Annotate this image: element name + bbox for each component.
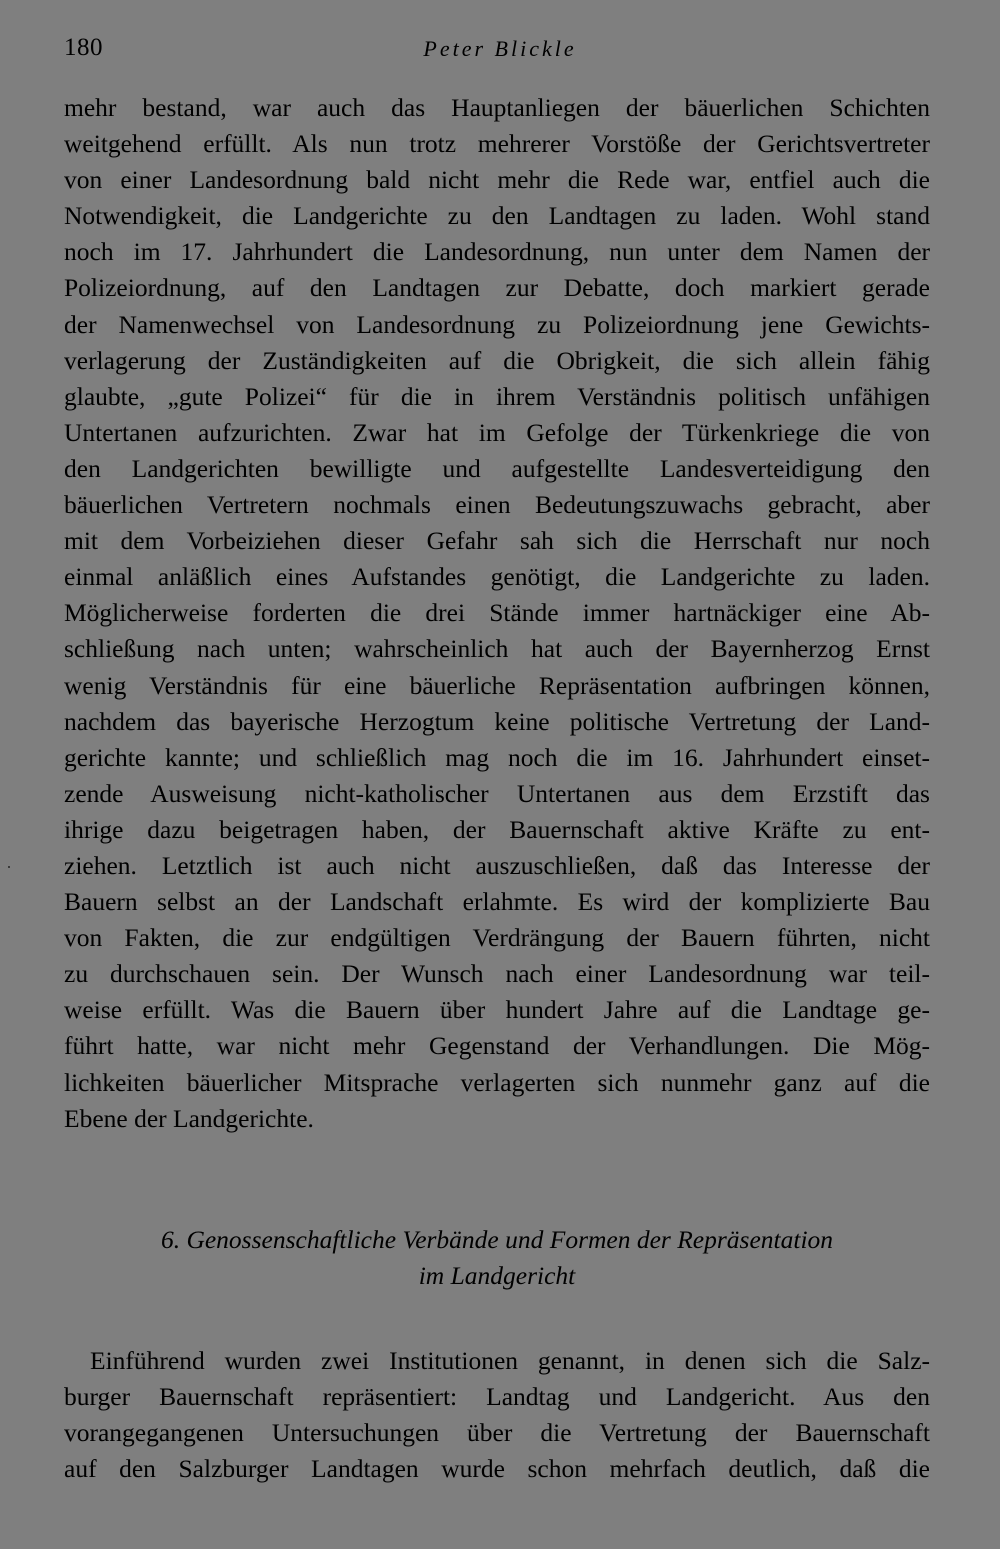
text-line: weitgehend erfüllt. Als nun trotz mehrerer Vorstöße der Gerichtsvertreter <box>64 129 930 159</box>
text-line: zu durchschauen sein. Der Wunsch nach einer Landesordnung war teil- <box>64 959 930 989</box>
text-line: ihrige dazu beigetragen haben, der Bauernschaft aktive Kräfte zu ent- <box>64 814 930 844</box>
text-line: glaubte, „gute Polizei“ für die in ihrem Verständnis politisch unfähigen <box>64 381 930 411</box>
text-line: einmal anläßlich eines Aufstandes genötigt, die Landgerichte zu laden. <box>64 562 930 592</box>
text-line: von einer Landesordnung bald nicht mehr die Rede war, entfiel auch die <box>64 165 930 195</box>
text-line: Einführend wurden zwei Institutionen genannt, in denen sich die Salz- <box>90 1346 930 1375</box>
text-line: nachdem das bayerische Herzogtum keine politische Vertretung der Land- <box>64 706 930 736</box>
text-line: führt hatte, war nicht mehr Gegenstand der Verhandlungen. Die Mög- <box>64 1031 930 1061</box>
text-line: lichkeiten bäuerlicher Mitsprache verlagerten sich nunmehr ganz auf die <box>64 1067 930 1097</box>
text-line: Untertanen aufzurichten. Zwar hat im Gefolge der Türkenkriege die von <box>64 417 930 447</box>
section-heading-line: im Landgericht <box>418 1261 576 1290</box>
text-line: gerichte kannte; und schließlich mag noch die im 16. Jahrhundert einset- <box>64 742 930 772</box>
page-number: 180 <box>64 34 103 61</box>
text-line: weise erfüllt. Was die Bauern über hundert Jahre auf die Landtage ge- <box>64 995 930 1025</box>
text-line: Ebene der Landgerichte. <box>64 1103 314 1133</box>
text-line: auf den Salzburger Landtagen wurde schon mehrfach deutlich, daß die <box>64 1454 930 1484</box>
text-line: Bauern selbst an der Landschaft erlahmte. Es wird der komplizierte Bau <box>64 887 930 917</box>
text-line: mit dem Vorbeiziehen dieser Gefahr sah sich die Herrschaft nur noch <box>64 526 930 556</box>
text-line: bäuerlichen Vertretern nochmals einen Bedeutungszuwachs gebracht, aber <box>64 490 930 520</box>
section-heading <box>64 1222 930 1294</box>
text-line: Notwendigkeit, die Landgerichte zu den Landtagen zu laden. Wohl stand <box>64 201 930 231</box>
text-line: burger Bauernschaft repräsentiert: Landtag und Landgericht. Aus den <box>64 1382 930 1412</box>
section-heading-line: 6. Genossenschaftliche Verbände und Formen der Repräsentation <box>160 1225 834 1254</box>
page-header <box>64 30 936 70</box>
text-line: der Namenwechsel von Landesordnung zu Polizeiordnung jene Gewichts- <box>64 309 930 339</box>
text-line: verlagerung der Zuständigkeiten auf die Obrigkeit, die sich allein fähig <box>64 345 930 375</box>
text-line: Möglicherweise forderten die drei Stände immer hartnäckiger eine Ab- <box>64 598 930 628</box>
body-paragraph <box>64 90 930 1137</box>
text-line: ziehen. Letztlich ist auch nicht auszuschließen, daß das Interesse der <box>64 850 930 880</box>
text-line: schließung nach unten; wahrscheinlich hat auch der Bayernherzog Ernst <box>64 634 930 664</box>
text-line: zende Ausweisung nicht-katholischer Untertanen aus dem Erzstift das <box>64 778 930 808</box>
body-paragraph <box>64 1343 930 1487</box>
text-line: mehr bestand, war auch das Hauptanliegen der bäuerlichen Schichten <box>64 93 930 122</box>
text-line: wenig Verständnis für eine bäuerliche Repräsentation aufbringen können, <box>64 670 930 700</box>
text-line: Polizeiordnung, auf den Landtagen zur Debatte, doch markiert gerade <box>64 273 930 303</box>
text-line: von Fakten, die zur endgültigen Verdrängung der Bauern führten, nicht <box>64 923 930 953</box>
text-line: den Landgerichten bewilligte und aufgestellte Landesverteidigung den <box>64 453 930 483</box>
running-head: Peter Blickle <box>423 36 577 61</box>
text-line: vorangegangenen Untersuchungen über die Vertretung der Bauernschaft <box>64 1418 930 1448</box>
text-line: noch im 17. Jahrhundert die Landesordnung, nun unter dem Namen der <box>64 237 930 267</box>
margin-mark <box>8 866 10 868</box>
